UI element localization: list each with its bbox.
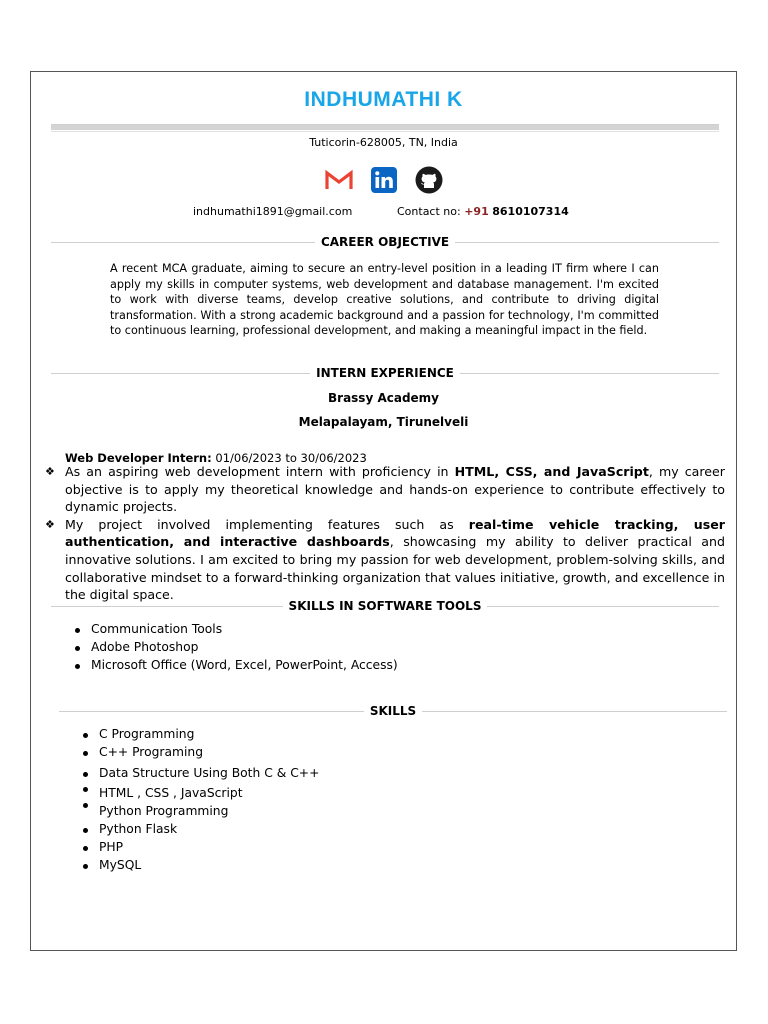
address: Tuticorin-628005, TN, India bbox=[309, 136, 458, 149]
diamond-bullet-icon: ❖ bbox=[45, 465, 55, 478]
career-objective-text: A recent MCA graduate, aiming to secure an entry-level position in a leading IT firm where I can apply my skills in computer systems, web development and database management. I'm excited to work with diverse teams, develop creative solutions, and contribute to driving digital transformation. With a strong academic background and a passion for technology, I'm committed to continuous learning, professional development, and making a meaningful impact in the field. bbox=[110, 262, 659, 337]
gmail-icon[interactable] bbox=[325, 166, 353, 194]
social-icons bbox=[31, 166, 736, 194]
divider-right bbox=[487, 606, 719, 607]
list-item: Microsoft Office (Word, Excel, PowerPoint, Access) bbox=[69, 657, 398, 675]
bullet-icon bbox=[75, 664, 80, 669]
phone-country-code: +91 bbox=[464, 205, 489, 218]
skills-heading bbox=[59, 704, 727, 718]
list-item: Adobe Photoshop bbox=[69, 639, 398, 657]
bullet-icon bbox=[83, 751, 88, 756]
section-title: SKILLS bbox=[369, 704, 417, 718]
list-item: Python Programming bbox=[77, 803, 319, 821]
header-divider-thin bbox=[51, 131, 719, 132]
bullet-icon bbox=[83, 787, 88, 792]
list-item: PHP bbox=[77, 839, 319, 857]
email-address[interactable]: indhumathi1891@gmail.com bbox=[193, 205, 353, 218]
phone-number: 8610107314 bbox=[492, 205, 569, 218]
divider-left bbox=[51, 242, 315, 243]
software-tools-list bbox=[69, 621, 398, 674]
skills-list bbox=[77, 726, 319, 874]
list-item: C++ Programing bbox=[77, 744, 319, 762]
bullet-icon bbox=[83, 864, 88, 869]
bullet-icon bbox=[83, 846, 88, 851]
software-tools-heading bbox=[51, 599, 719, 613]
section-title: CAREER OBJECTIVE bbox=[320, 235, 450, 249]
divider-left bbox=[51, 606, 283, 607]
bullet-icon bbox=[83, 803, 88, 808]
career-objective-heading bbox=[51, 235, 719, 249]
section-title: INTERN EXPERIENCE bbox=[316, 366, 454, 380]
bullet-icon bbox=[83, 772, 88, 777]
header-divider bbox=[51, 124, 719, 130]
divider-left bbox=[51, 373, 310, 374]
company-location: Melapalayam, Tirunelveli bbox=[298, 415, 469, 429]
bullet-icon bbox=[83, 733, 88, 738]
bullet-icon bbox=[83, 828, 88, 833]
diamond-bullet-icon: ❖ bbox=[45, 517, 55, 531]
divider-right bbox=[422, 711, 727, 712]
divider-right bbox=[455, 242, 719, 243]
company-name: Brassy Academy bbox=[328, 391, 439, 405]
section-title: SKILLS IN SOFTWARE TOOLS bbox=[288, 599, 482, 613]
experience-bullet: ❖ My project involved implementing features such as real-time vehicle tracking, user authentication, and interactive dashboards, showcasing my ability to deliver practical and innovative solutions. I am excited to bring my passion for web development, problem-solving skills, and collaborative mindset to a forward-thinking organization that values initiative, growth, and excellence in the digital space. bbox=[45, 516, 725, 603]
list-item: C Programming bbox=[77, 726, 319, 744]
contact-label: Contact no: bbox=[397, 205, 461, 218]
linkedin-icon[interactable] bbox=[370, 166, 398, 194]
divider-right bbox=[460, 373, 719, 374]
experience-bullets bbox=[45, 463, 725, 604]
role-label: Web Developer Intern: bbox=[65, 451, 212, 465]
divider-left bbox=[59, 711, 364, 712]
list-item: HTML , CSS , JavaScript bbox=[77, 785, 319, 803]
list-item: Communication Tools bbox=[69, 621, 398, 639]
role-dates: 01/06/2023 to 30/06/2023 bbox=[215, 451, 367, 465]
bullet-icon bbox=[75, 628, 80, 633]
resume-page bbox=[30, 71, 737, 951]
bullet-icon bbox=[75, 646, 80, 651]
experience-bullet: ❖ As an aspiring web development intern with proficiency in HTML, CSS, and JavaScript, my career objective is to apply my theoretical knowledge and hands-on experience to contribute effectively to dynamic projects. bbox=[45, 464, 725, 515]
contact-number bbox=[397, 205, 569, 218]
list-item: Data Structure Using Both C & C++ bbox=[77, 765, 319, 783]
github-icon[interactable] bbox=[415, 166, 443, 194]
candidate-name: INDHUMATHI K bbox=[304, 88, 463, 111]
list-item: MySQL bbox=[77, 857, 319, 875]
list-item: Python Flask bbox=[77, 821, 319, 839]
intern-experience-heading bbox=[51, 366, 719, 380]
